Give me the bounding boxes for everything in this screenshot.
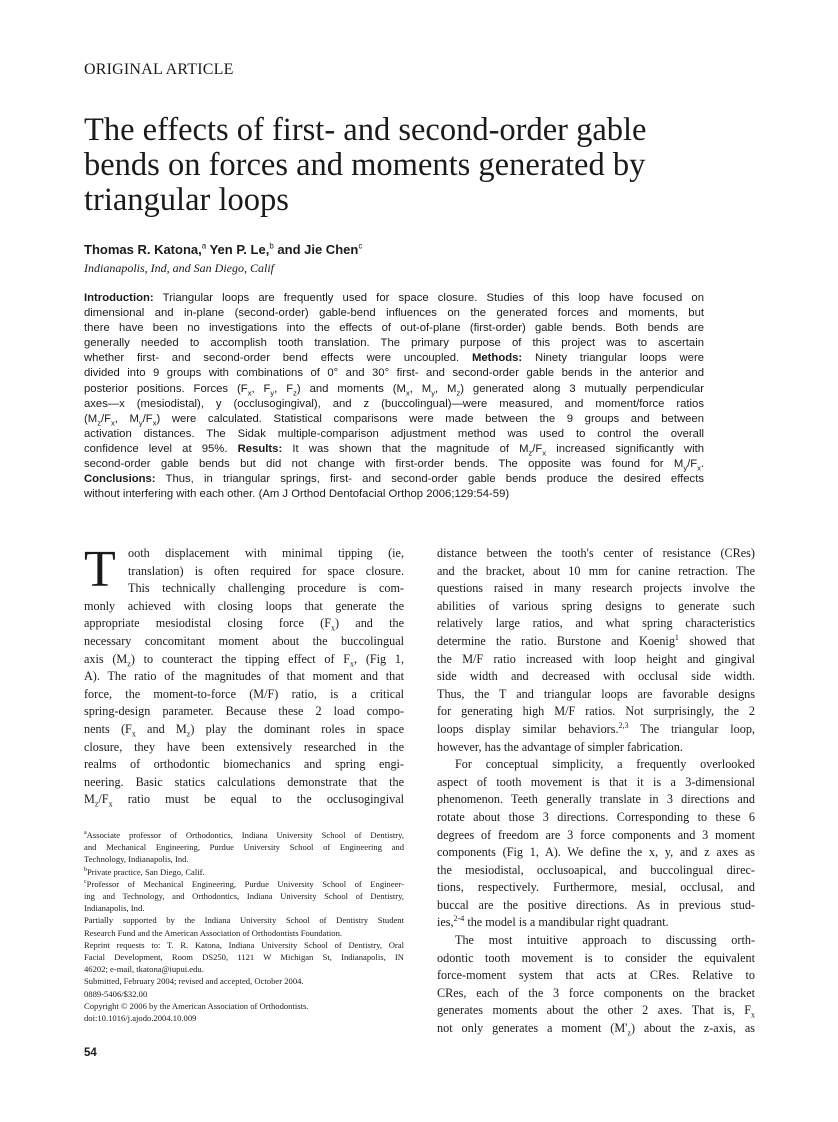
- footnote-line: Indianapolis, Ind.: [84, 903, 145, 914]
- footnote-line: ing and Technology, and Orthodontics, Indiana University School of Dentistry,: [84, 891, 404, 902]
- section-label: ORIGINAL ARTICLE: [84, 61, 234, 78]
- author-affiliation-mark: c: [358, 241, 363, 251]
- body-line: axis $(M_z)$ to counteract the tipping effect of $F_x$, (Fig 1,: [84, 651, 404, 668]
- abstract-line: confidence level at 95%. Results: It was shown that the magnitude of $M_z/F_x$ increased significantly with: [84, 442, 704, 458]
- body-line: A). The ratio of the magnitudes of that moment and that: [84, 669, 404, 684]
- abstract-line: ($M_z/F_x$, $M_y/F_x$) were calculated. Statistical comparisons were made between the 9 groups and between: [84, 412, 704, 427]
- abstract-line: dimensional and in-plane (second-order) gable-bend influences on the generated forces and moments, but: [84, 307, 704, 320]
- abstract-heading: Introduction:: [84, 292, 154, 304]
- body-line: spring-design parameter. Because these 2 load compo-: [84, 704, 404, 719]
- footnote-line: $^b$Private practice, San Diego, Calif.: [84, 866, 205, 877]
- author-name: Thomas R. Katona,: [84, 242, 202, 257]
- footnote-line: Facial Development, Room DS250, 1121 W Michigan St, Indianapolis, IN: [84, 952, 404, 963]
- body-line: The most intuitive approach to discussing orth-: [455, 933, 755, 948]
- body-line: determine the ratio. Burstone and Koenig$^1$ showed that: [437, 632, 756, 648]
- body-line: tions, respectively. Furthermore, mesial, occlusal, and: [437, 880, 755, 895]
- body-line: appropriate mesiodistal closing force $(F_x)$ and the: [84, 616, 404, 633]
- body-line: aspect of tooth movement is that it is a 3-dimensional: [437, 774, 755, 789]
- author-affiliation-mark: b: [269, 241, 274, 251]
- abstract-line: axes—x (mesiodistal), y (occlusogingival), and z (buccolingual)—were measured, and moment/force ratios: [84, 397, 704, 410]
- abstract-line: Introduction: Triangular loops are frequently used for space closure. Studies of this loop have focused on: [84, 292, 704, 304]
- body-column-right: [437, 545, 755, 1038]
- body-line: For conceptual simplicity, a frequently overlooked: [455, 757, 755, 772]
- body-line: side width and decreased with occlusal side width.: [437, 669, 755, 684]
- body-column-left: [84, 541, 405, 809]
- body-line: Thus, the T and triangular loops are favorable designs: [437, 686, 755, 701]
- body-line: necessary concomitant moment about the buccolingual: [84, 633, 404, 648]
- abstract-line: there have been no investigations into the effects of out-of-plane (first-order) gable bends. Both bends are: [84, 322, 704, 335]
- body-line: not only generates a moment $(M'_z)$ about the z-axis, as: [437, 1021, 755, 1038]
- footnote-line: Technology, Indianapolis, Ind.: [84, 854, 189, 865]
- footnote-line: 46202; e-mail, tkatona@iupui.edu.: [84, 964, 204, 975]
- body-line: however, has the advantage of simpler fabrication.: [437, 739, 683, 754]
- abstract-heading: Methods:: [471, 352, 523, 365]
- body-line: the M/F ratio increased with loop height and gingival: [437, 651, 755, 666]
- body-line: distance between the tooth's center of resistance (CRes): [437, 546, 755, 560]
- citation-ref: 1: [674, 632, 679, 642]
- title-line: The effects of first- and second-order gable: [84, 112, 647, 148]
- body-line: CRes, each of the 3 force components on the bracket: [437, 985, 755, 1000]
- drop-cap: T: [84, 541, 116, 598]
- body-line: questions raised in many research projects involve the: [437, 581, 755, 596]
- body-line: nents ($F_x$ and $M_z$) play the dominant roles in space: [84, 721, 405, 739]
- abstract-heading: Results:: [237, 442, 283, 455]
- page-number: 54: [84, 1047, 97, 1059]
- body-line: realms of orthodontic biomechanics and spring engi-: [84, 757, 404, 772]
- abstract-line: without interfering with each other. (Am J Orthod Dentofacial Orthop 2006;129:54-59): [84, 488, 510, 501]
- affiliation: Indianapolis, Ind, and San Diego, Calif: [84, 261, 274, 275]
- citation-ref: 2-4: [453, 914, 465, 924]
- abstract-line: posterior positions. Forces ($F_x$, $F_y$, $F_z$) and moments ($M_x$, $M_y$, $M_z$) generated along 3 mutually perpendicular: [84, 382, 704, 397]
- author-affiliation-mark: a: [201, 241, 207, 251]
- body-line: rotate about those 3 directions. Corresponding to these 6: [437, 809, 755, 824]
- abstract-line: activation distances. The Sidak multiple-comparison adjustment method was used to control the overall: [84, 427, 704, 440]
- body-line: force, the moment-to-force (M/F) ratio, is a critical: [84, 686, 404, 701]
- title-line: triangular loops: [84, 182, 289, 218]
- body-line: relatively large ratios, and what spring characteristics: [437, 616, 755, 631]
- body-line: This technically challenging procedure is com-: [128, 581, 404, 596]
- body-line: phenomenon. Teeth generally translate in 3 directions and: [437, 792, 755, 807]
- footnote-line: Submitted, February 2004; revised and accepted, October 2004.: [84, 976, 304, 987]
- body-line: loops display similar behaviors.$^{2,3}$ The triangular loop,: [437, 720, 755, 736]
- footnote-line: $^a$Associate professor of Orthodontics, Indiana University School of Dentistry,: [84, 830, 404, 840]
- article-title: [84, 113, 724, 218]
- body-line: components (Fig 1, A). We define the x, y, and z axes as: [437, 845, 755, 860]
- author-name: Yen P. Le,: [206, 242, 270, 257]
- body-line: $M_z/F_x$ ratio must be equal to the occlusogingival: [84, 792, 404, 809]
- footnote-line: Research Fund and the American Association of Orthodontists Foundation.: [84, 927, 343, 938]
- body-line: abilities of various spring designs to generate such: [437, 598, 755, 613]
- body-line: the mesiodistal, occlusoapical, and buccolingual direc-: [437, 862, 755, 877]
- abstract-line: generally needed to accomplish tooth translation. The primary purpose of this project was to ascertain: [84, 337, 704, 350]
- abstract-line: Conclusions: Thus, in triangular springs, first- and second-order gable bends produce the desired effects: [84, 473, 704, 486]
- footnote-line: and Mechanical Engineering, Purdue University School of Engineering and: [84, 842, 404, 853]
- body-line: odontic tooth movement is to consider the equivalent: [437, 950, 755, 965]
- body-line: ooth displacement with minimal tipping (ie,: [128, 546, 404, 560]
- abstract: [84, 291, 704, 502]
- body-line: generates moments about the other 2 axes. That is, $F_x$: [437, 1003, 755, 1020]
- title-line: bends on forces and moments generated by: [84, 147, 646, 183]
- body-line: neering. Basic statics calculations demonstrate that the: [84, 774, 404, 789]
- body-line: degrees of freedom are 3 force components and 3 moment: [437, 827, 755, 842]
- footnote-line: Copyright © 2006 by the American Association of Orthodontists.: [84, 1000, 309, 1011]
- footnote-line: Reprint requests to: T. R. Katona, Indiana University School of Dentistry, Oral: [84, 939, 404, 950]
- footnote-line: $^c$Professor of Mechanical Engineering, Purdue University School of Engineer-: [84, 878, 404, 889]
- body-line: translation) is often required for space closure.: [128, 563, 404, 578]
- body-line: closure, they have been extensively researched in the: [84, 739, 404, 754]
- body-line: and the bracket, about 10 mm for canine retraction. The: [437, 563, 755, 578]
- abstract-heading: Conclusions:: [84, 473, 156, 486]
- footnote-line: 0889-5406/$32.00: [84, 988, 148, 999]
- body-line: buccal are the positive directions. As in previous stud-: [437, 897, 755, 912]
- body-line: for generating high M/F ratios. Not surprisingly, the 2: [437, 704, 755, 719]
- author-list: [84, 242, 362, 257]
- body-line: monly achieved with closing loops that generate the: [84, 598, 404, 613]
- footnote-line: Partially supported by the Indiana University School of Dentistry Student: [84, 915, 404, 926]
- footnote-line: doi:10.1016/j.ajodo.2004.10.009: [84, 1013, 197, 1024]
- abstract-line: second-order gable bends but did not change with first-order bends. The opposite was found for $M_y/F_x$.: [84, 458, 704, 473]
- body-line: ies,$^{2-4}$ the model is a mandibular right quadrant.: [437, 914, 669, 930]
- body-line: force-moment system that acts at CRes. Relative to: [437, 968, 755, 983]
- abstract-line: divided into 9 groups with combinations of 0° and 30° first- and second-order gable bends in the anterior and: [84, 367, 704, 380]
- citation-ref: 2,3: [618, 720, 629, 730]
- author-name: and Jie Chen: [273, 242, 359, 257]
- footnotes: [84, 829, 404, 1024]
- abstract-line: whether first- and second-order bend effects were uncoupled. Methods: Ninety triangular loops were: [84, 352, 704, 365]
